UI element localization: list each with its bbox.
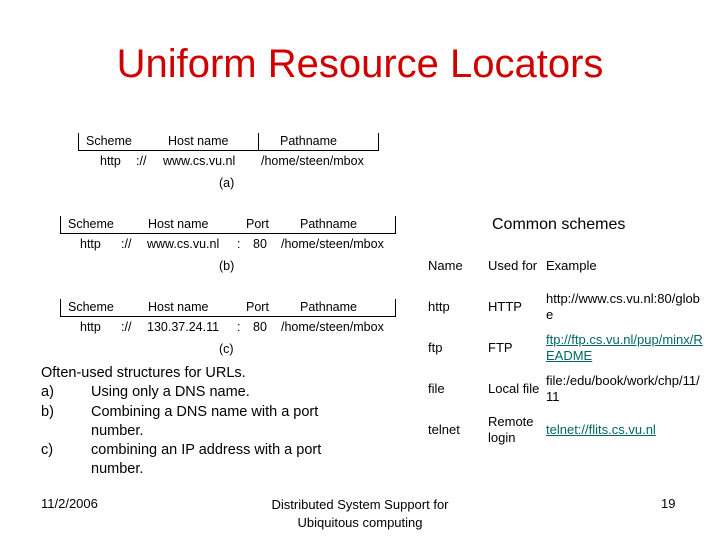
scheme-example-link[interactable]: telnet://flits.cs.vu.nl bbox=[546, 421, 656, 437]
url-diagram-a bbox=[78, 133, 398, 193]
column-header-example: Example bbox=[546, 257, 597, 273]
header-pathname: Pathname bbox=[280, 134, 337, 148]
item-text: Combining a DNS name with a port bbox=[91, 403, 319, 420]
caption-b: (b) bbox=[219, 259, 235, 273]
table-row bbox=[428, 409, 706, 450]
value-colon: : bbox=[237, 320, 241, 334]
value-host: www.cs.vu.nl bbox=[163, 154, 236, 168]
column-header-used-for: Used for bbox=[488, 257, 538, 273]
scheme-example: http://www.cs.vu.nl:80/globe bbox=[546, 290, 700, 322]
caption-a: (a) bbox=[219, 176, 235, 190]
scheme-name: http bbox=[428, 299, 450, 314]
header-host-name: Host name bbox=[148, 300, 209, 314]
item-text-continued: number. bbox=[91, 461, 144, 478]
scheme-name: ftp bbox=[428, 340, 443, 355]
header-scheme: Scheme bbox=[68, 217, 114, 231]
page-number: 19 bbox=[661, 496, 676, 511]
value-separator: :// bbox=[136, 154, 147, 168]
value-scheme: http bbox=[80, 237, 101, 251]
item-text-continued: number. bbox=[91, 422, 144, 439]
item-text: combining an IP address with a port bbox=[91, 442, 322, 459]
common-schemes-heading: Common schemes bbox=[492, 216, 626, 233]
header-host-name: Host name bbox=[168, 134, 229, 148]
value-scheme: http bbox=[100, 154, 121, 168]
value-colon: : bbox=[237, 237, 241, 251]
scheme-used-for: Local file bbox=[488, 380, 540, 396]
header-host-name: Host name bbox=[148, 217, 209, 231]
value-port: 80 bbox=[253, 320, 267, 334]
scheme-name: file bbox=[428, 381, 445, 396]
footer-course-title: Distributed System Support for Ubiquitous computing bbox=[271, 497, 449, 530]
schemes-table bbox=[428, 245, 706, 450]
value-scheme: http bbox=[80, 320, 101, 334]
value-host: www.cs.vu.nl bbox=[147, 237, 220, 251]
item-label: b) bbox=[41, 403, 54, 420]
table-row bbox=[428, 368, 706, 409]
value-path: /home/steen/mbox bbox=[281, 237, 384, 251]
footer-date: 11/2/2006 bbox=[41, 496, 98, 511]
scheme-example-link[interactable]: ftp://ftp.cs.vu.nl/pup/minx/README bbox=[546, 331, 703, 363]
scheme-example: file:/edu/book/work/chp/11/11 bbox=[546, 372, 700, 404]
value-separator: :// bbox=[121, 237, 132, 251]
scheme-name: telnet bbox=[428, 422, 460, 437]
url-diagram-c bbox=[60, 299, 400, 339]
header-port: Port bbox=[246, 300, 269, 314]
item-label: c) bbox=[41, 442, 54, 459]
notes-intro: Often-used structures for URLs. bbox=[41, 365, 246, 381]
value-port: 80 bbox=[253, 237, 267, 251]
table-row bbox=[428, 327, 706, 368]
value-host: 130.37.24.11 bbox=[147, 320, 220, 334]
table-row bbox=[428, 286, 706, 327]
url-diagram-b bbox=[60, 216, 400, 256]
value-path: /home/steen/mbox bbox=[261, 154, 364, 168]
value-path: /home/steen/mbox bbox=[281, 320, 384, 334]
header-pathname: Pathname bbox=[300, 300, 357, 314]
column-header-name: Name bbox=[428, 258, 463, 273]
value-separator: :// bbox=[121, 320, 132, 334]
item-label: a) bbox=[41, 384, 54, 401]
caption-c: (c) bbox=[219, 342, 234, 356]
table-header-row bbox=[428, 245, 706, 286]
notes-list bbox=[41, 364, 321, 480]
list-item bbox=[41, 383, 321, 402]
item-text: Using only a DNS name. bbox=[91, 384, 250, 401]
slide-title: Uniform Resource Locators bbox=[116, 42, 604, 86]
header-scheme: Scheme bbox=[86, 134, 132, 148]
list-item bbox=[41, 403, 321, 422]
list-item bbox=[41, 441, 321, 460]
scheme-used-for: Remote login bbox=[488, 413, 534, 445]
header-pathname: Pathname bbox=[300, 217, 357, 231]
scheme-used-for: FTP bbox=[488, 339, 513, 355]
header-scheme: Scheme bbox=[68, 300, 114, 314]
header-port: Port bbox=[246, 217, 269, 231]
scheme-used-for: HTTP bbox=[488, 298, 522, 314]
